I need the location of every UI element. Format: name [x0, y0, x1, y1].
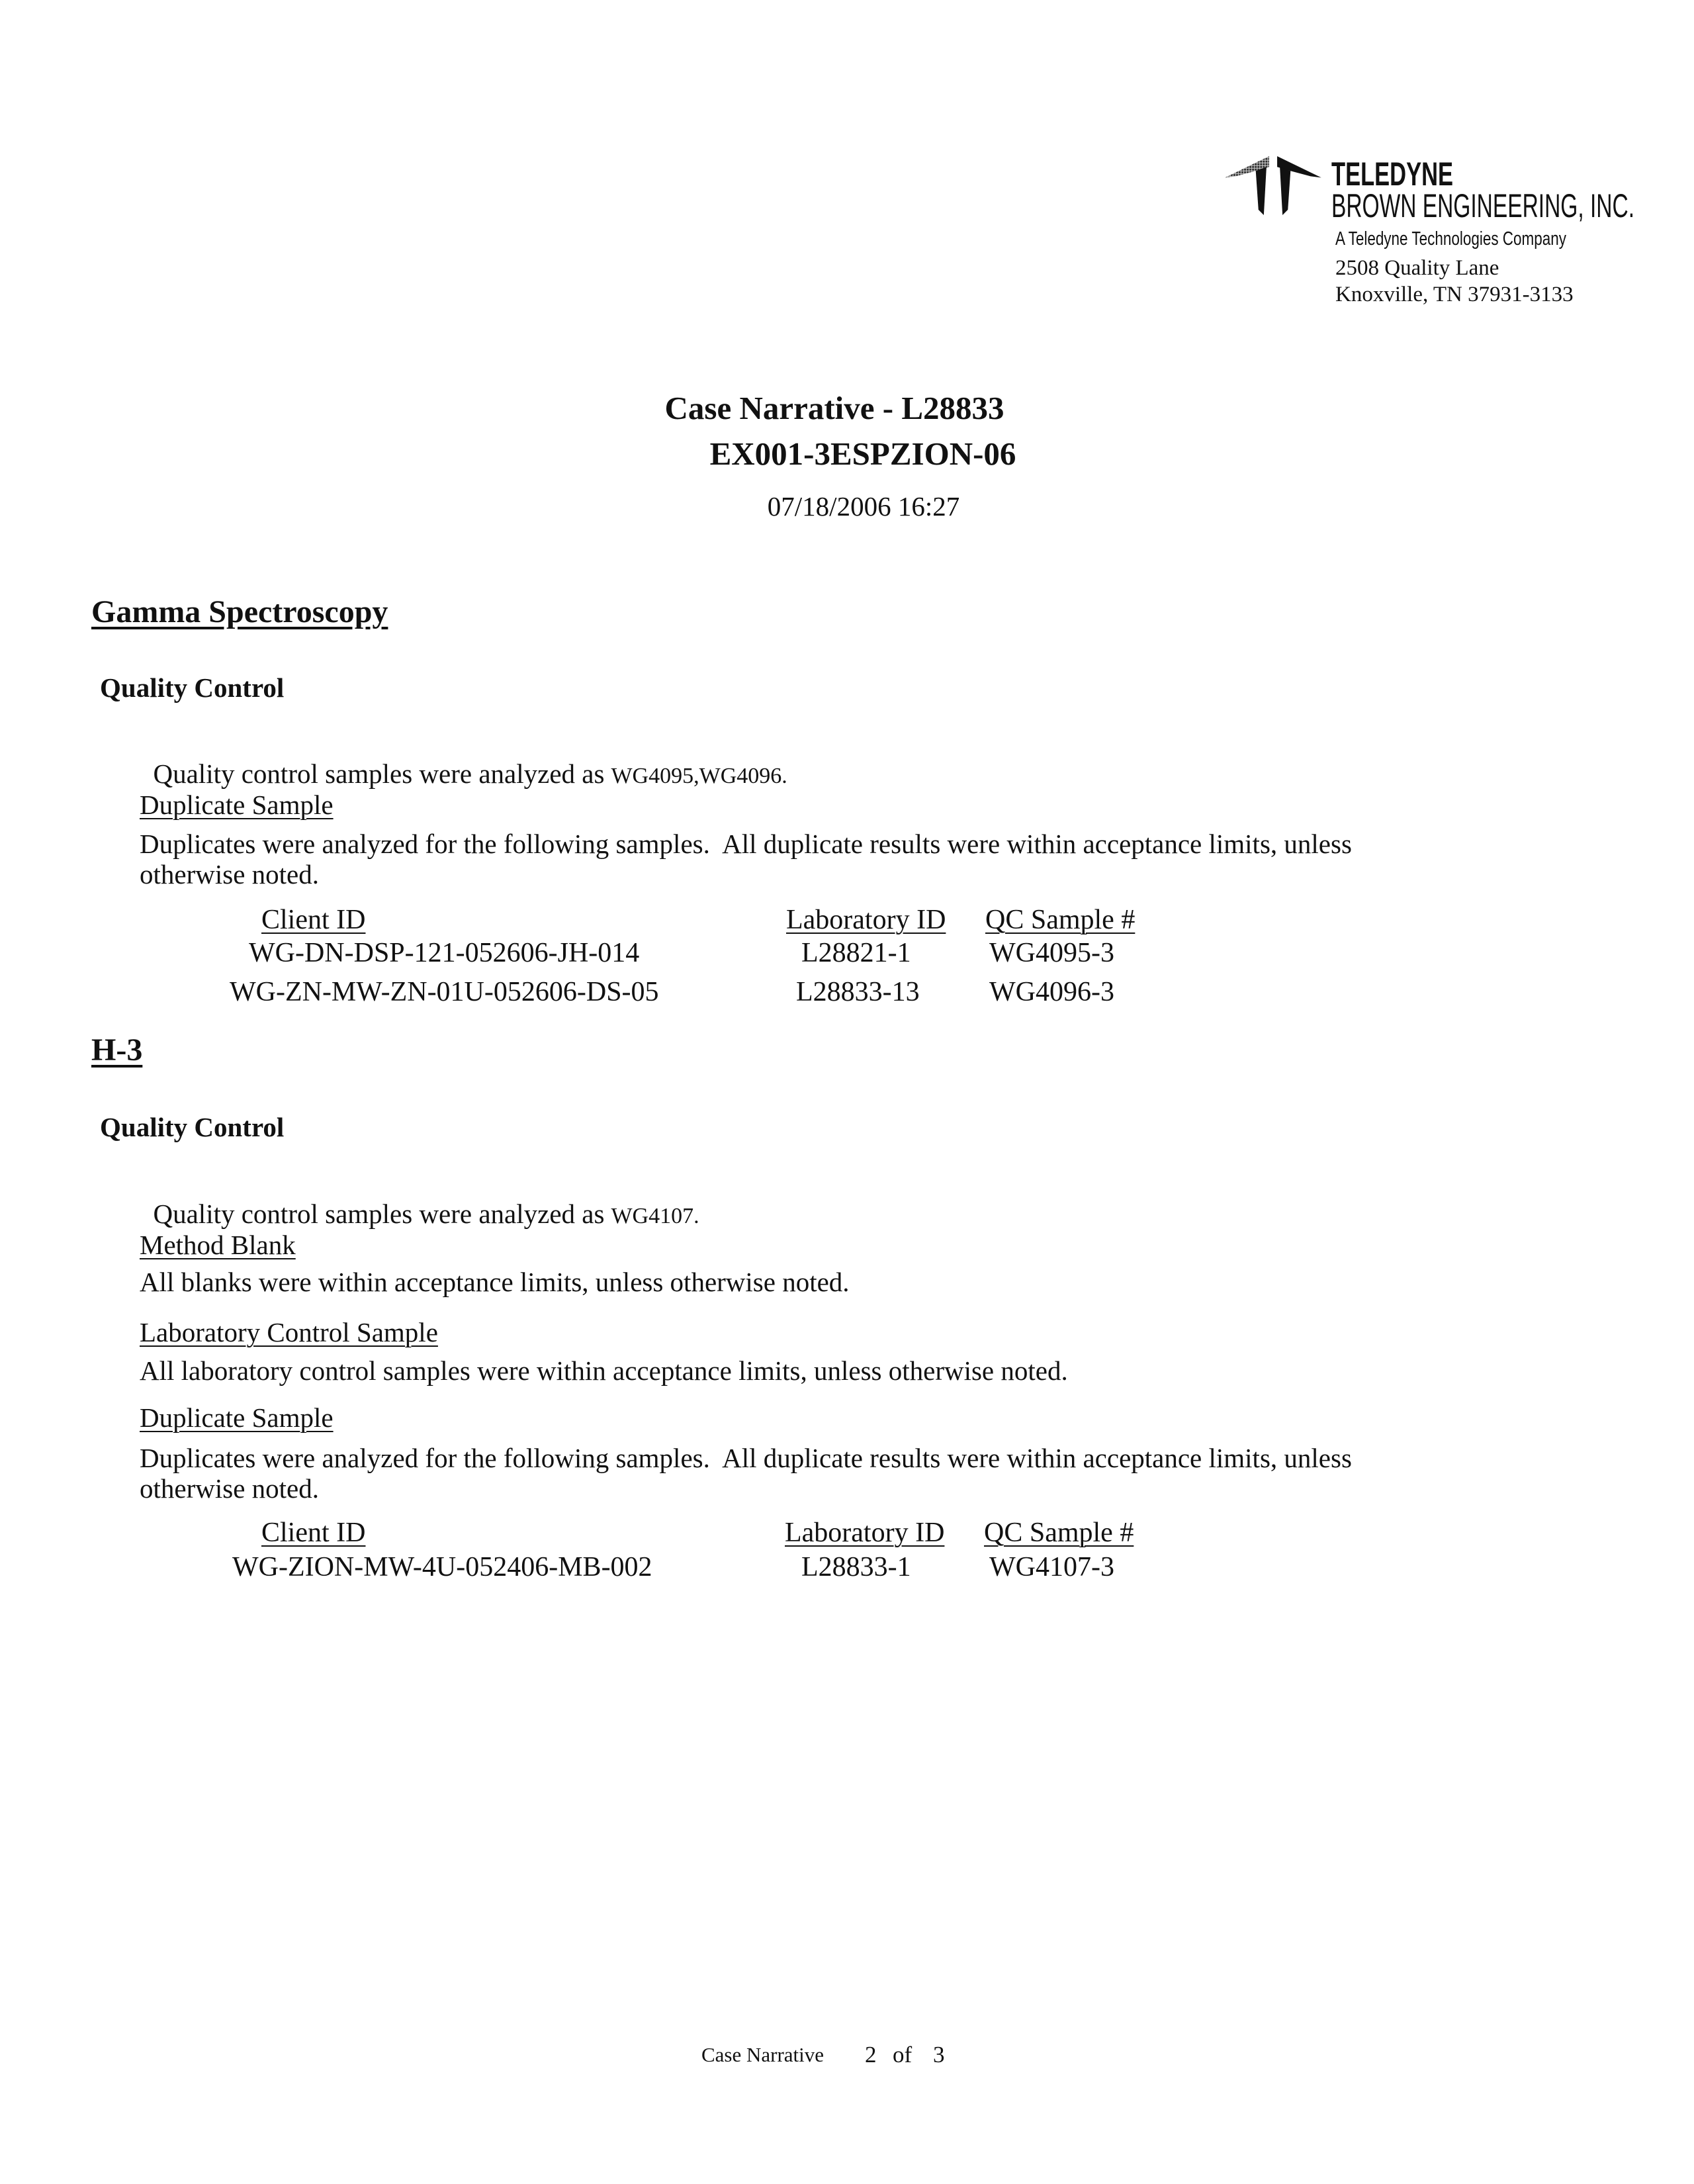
- quality-control-heading: Quality Control: [100, 672, 285, 703]
- company-wordmark: [1330, 149, 1641, 251]
- parent-company: A Teledyne Technologies Company: [1335, 228, 1567, 250]
- qc-batches: WG4107.: [611, 1204, 699, 1229]
- footer-page-number: 2: [865, 2042, 877, 2068]
- logo-left-leg: [1256, 167, 1267, 215]
- company-subname: BROWN ENGINEERING, INC.: [1331, 187, 1634, 224]
- column-header-client-id: Client ID: [261, 905, 366, 935]
- column-header-qc-sample: QC Sample #: [984, 1518, 1134, 1548]
- qc-sample-cell: WG4107-3: [989, 1552, 1114, 1582]
- column-header-qc-sample: QC Sample #: [985, 905, 1136, 935]
- logo-right-leg: [1280, 167, 1290, 215]
- footer-document-name: Case Narrative: [701, 2043, 825, 2066]
- laboratory-id-cell: L28833-1: [801, 1552, 911, 1582]
- duplicate-sample-text: Duplicates were analyzed for the following samples. All duplicate results were within acceptance limits, unless: [140, 1443, 1352, 1473]
- qc-statement: [140, 1165, 699, 1230]
- laboratory-control-sample-heading: Laboratory Control Sample: [140, 1317, 438, 1347]
- client-id-cell: WG-ZN-MW-ZN-01U-052606-DS-05: [230, 977, 659, 1007]
- section-heading-gamma-spectroscopy: Gamma Spectroscopy: [91, 594, 388, 629]
- qc-sample-cell: WG4095-3: [989, 938, 1114, 968]
- qc-batches: WG4095,WG4096.: [611, 764, 787, 789]
- duplicate-sample-text: Duplicates were analyzed for the following samples. All duplicate results were within acceptance limits, unless: [140, 829, 1352, 859]
- duplicate-sample-heading: Duplicate Sample: [140, 790, 334, 820]
- client-id-cell: WG-DN-DSP-121-052606-JH-014: [249, 938, 640, 968]
- method-blank-text: All blanks were within acceptance limits, unless otherwise noted.: [140, 1267, 850, 1297]
- column-header-client-id: Client ID: [261, 1518, 366, 1548]
- page-title: Case Narrative - L28833: [664, 390, 1004, 426]
- company-name: TELEDYNE: [1331, 156, 1453, 193]
- duplicate-sample-text-continued: otherwise noted.: [140, 1473, 319, 1504]
- address-street: 2508 Quality Lane: [1335, 256, 1499, 280]
- method-blank-heading: Method Blank: [140, 1230, 296, 1260]
- laboratory-id-cell: L28833-13: [796, 977, 920, 1007]
- duplicate-sample-text-continued: otherwise noted.: [140, 859, 319, 889]
- column-header-laboratory-id: Laboratory ID: [785, 1518, 945, 1548]
- section-heading-h3: H-3: [91, 1032, 143, 1068]
- footer-of-label: of: [893, 2042, 913, 2068]
- footer-page-total: 3: [933, 2042, 945, 2068]
- laboratory-id-cell: L28821-1: [801, 938, 911, 968]
- duplicate-sample-heading: Duplicate Sample: [140, 1402, 334, 1433]
- report-datetime: 07/18/2006 16:27: [767, 491, 960, 522]
- column-header-laboratory-id: Laboratory ID: [786, 905, 946, 935]
- client-id-cell: WG-ZION-MW-4U-052406-MB-002: [232, 1552, 652, 1582]
- qc-statement-text: Quality control samples were analyzed as: [153, 1199, 605, 1230]
- teledyne-logo-icon: [1225, 155, 1321, 216]
- qc-statement: [140, 725, 787, 790]
- address-city: Knoxville, TN 37931-3133: [1335, 283, 1574, 306]
- project-id: EX001-3ESPZION-06: [709, 435, 1016, 472]
- quality-control-heading: Quality Control: [100, 1112, 285, 1142]
- qc-sample-cell: WG4096-3: [989, 977, 1114, 1007]
- laboratory-control-sample-text: All laboratory control samples were within acceptance limits, unless otherwise noted.: [140, 1355, 1068, 1386]
- qc-statement-text: Quality control samples were analyzed as: [153, 758, 605, 790]
